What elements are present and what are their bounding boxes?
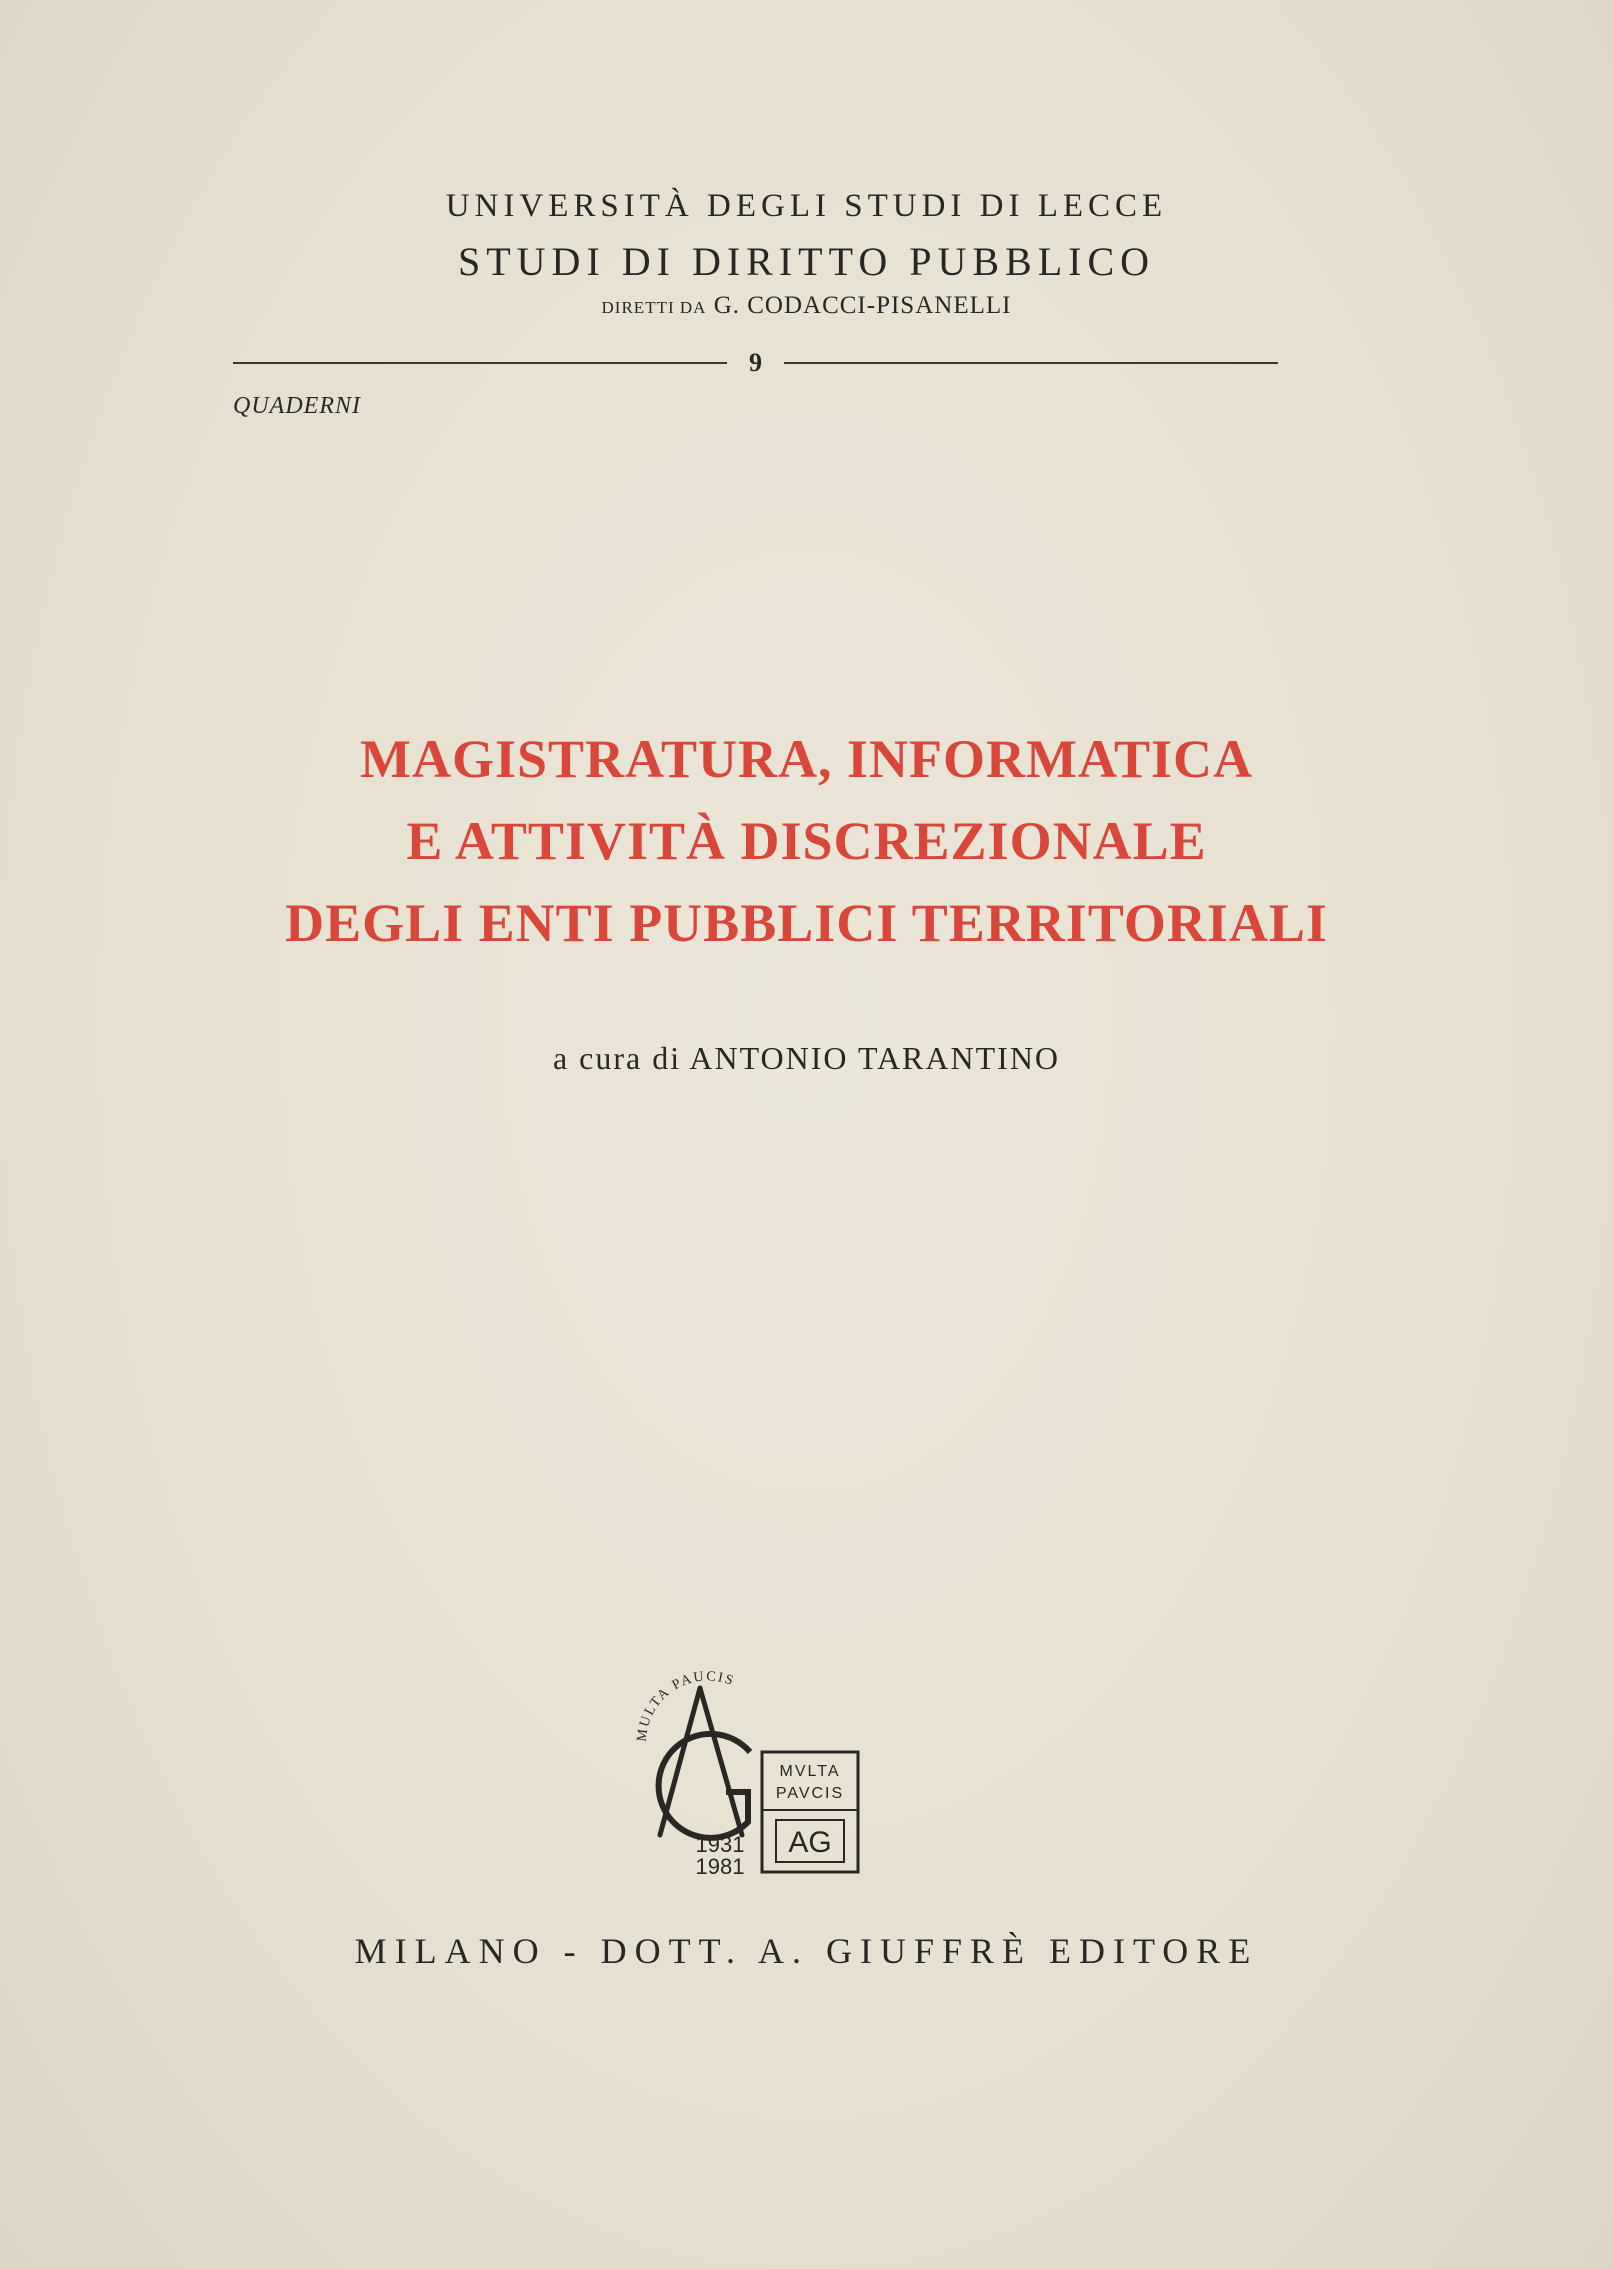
volume-divider	[233, 345, 1278, 381]
title-line-1: MAGISTRATURA, INFORMATICA	[359, 729, 1253, 789]
series-title: STUDI DI DIRITTO PUBBLICO	[457, 239, 1156, 284]
logo-box-initials: AG	[788, 1826, 832, 1859]
volume-number: 9	[749, 348, 762, 377]
book-title	[0, 718, 1613, 964]
title-line-2: E ATTIVITÀ DISCREZIONALE	[406, 811, 1207, 871]
publisher-imprint: MILANO - DOTT. A. GIUFFRÈ EDITORE	[354, 1931, 1259, 1971]
editor-credit: a cura di ANTONIO TARANTINO	[552, 1040, 1061, 1076]
series-direction	[0, 292, 1613, 320]
title-line-3: DEGLI ENTI PUBBLICI TERRITORIALI	[285, 893, 1328, 953]
university-name: UNIVERSITÀ DEGLI STUDI DI LECCE	[445, 188, 1168, 224]
director-name: G. CODACCI-PISANELLI	[713, 292, 1012, 319]
logo-box-line-2: PAVCIS	[775, 1785, 845, 1802]
divider-line-left	[233, 362, 727, 364]
logo-year-start: 1931	[695, 1832, 745, 1857]
divider-line-right	[784, 362, 1278, 364]
directed-by-label: DIRETTI DA	[601, 298, 707, 317]
logo-arc-text: MULTA PAUCIS	[634, 1669, 737, 1743]
logo-year-end: 1981	[695, 1854, 745, 1879]
publisher-logo-icon	[630, 1660, 870, 1880]
collection-label: QUADERNI	[233, 393, 361, 419]
logo-box-line-1: MVLTA	[779, 1763, 841, 1780]
